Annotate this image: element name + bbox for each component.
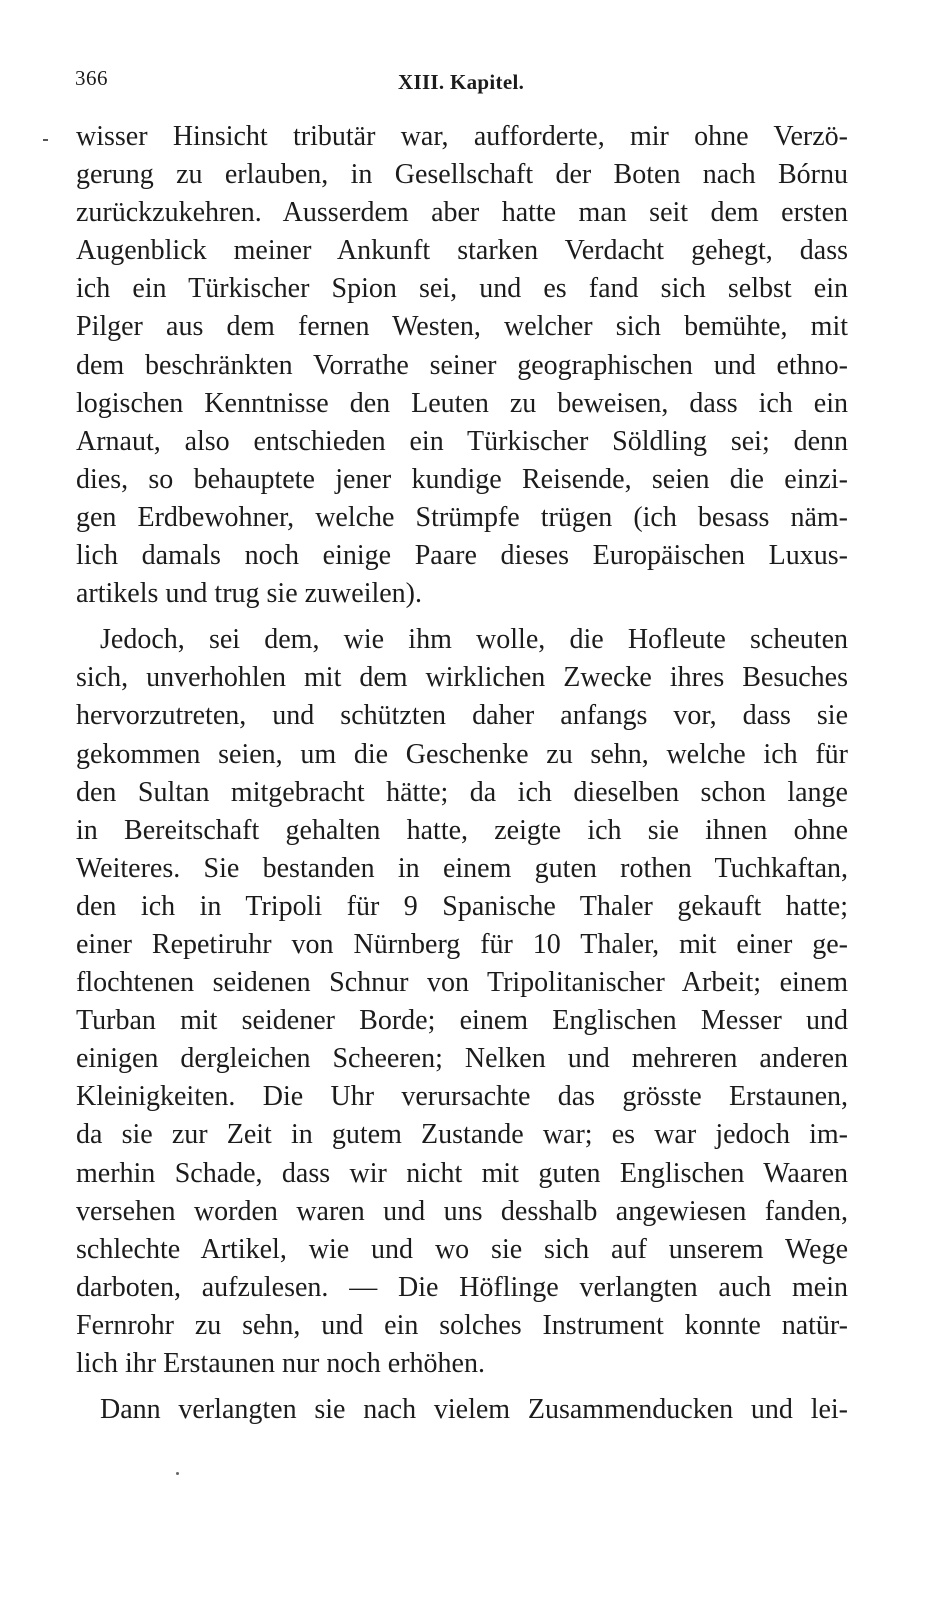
print-speck: [43, 139, 48, 141]
text-line: Pilger aus dem fernen Westen, welcher sich bemühte, mit: [76, 311, 848, 343]
text-line: darboten, aufzulesen. — Die Höflinge verlangten auch mein: [76, 1271, 848, 1303]
running-title: XIII. Kapitel.: [398, 70, 525, 94]
text-line: lich ihr Erstaunen nur noch erhöhen.: [76, 1348, 485, 1379]
text-line: gekommen seien, um die Geschenke zu sehn, welche ich für: [76, 738, 848, 770]
text-line: logischen Kenntnisse den Leuten zu beweisen, dass ich ein: [76, 387, 848, 419]
text-line: den ich in Tripoli für 9 Spanische Thaler gekauft hatte;: [76, 890, 848, 922]
paragraph: [76, 621, 848, 1383]
text-line: versehen worden waren und uns desshalb angewiesen fanden,: [76, 1195, 848, 1227]
text-line: flochtenen seidenen Schnur von Tripolitanischer Arbeit; einem: [76, 967, 848, 999]
page-number: 366: [75, 66, 108, 90]
paragraph: [76, 1391, 848, 1429]
text-line: den Sultan mitgebracht hätte; da ich dieselben schon lange: [76, 776, 848, 808]
text-line: gen Erdbewohner, welche Strümpfe trügen (ich besass näm-: [76, 501, 848, 533]
text-line: merhin Schade, dass wir nicht mit guten Englischen Waaren: [76, 1157, 848, 1189]
text-line: Turban mit seidener Borde; einem Englischen Messer und: [76, 1005, 848, 1037]
text-line: gerung zu erlauben, in Gesellschaft der Boten nach Bórnu: [76, 159, 848, 191]
text-line: sich, unverhohlen mit dem wirklichen Zwecke ihres Besuches: [76, 662, 848, 694]
text-line: wisser Hinsicht tributär war, aufforderte, mir ohne Verzö-: [76, 121, 848, 152]
text-line: Arnaut, also entschieden ein Türkischer Söldling sei; denn: [76, 425, 848, 457]
text-line: ich ein Türkischer Spion sei, und es fand sich selbst ein: [76, 273, 848, 305]
text-line: lich damals noch einige Paare dieses Europäischen Luxus-: [76, 540, 848, 572]
text-line: dem beschränkten Vorrathe seiner geographischen und ethno-: [76, 349, 848, 381]
body-text: [76, 118, 848, 1429]
text-line: da sie zur Zeit in gutem Zustande war; es war jedoch im-: [76, 1119, 848, 1151]
text-line: hervorzutreten, und schützten daher anfangs vor, dass sie: [76, 700, 848, 732]
text-line: schlechte Artikel, wie und wo sie sich auf unserem Wege: [76, 1233, 848, 1265]
text-line: Dann verlangten sie nach vielem Zusammenducken und lei-: [100, 1394, 848, 1426]
text-line: artikels und trug sie zuweilen).: [76, 578, 423, 610]
text-line: Weiteres. Sie bestanden in einem guten rothen Tuchkaftan,: [76, 852, 848, 884]
text-line: Augenblick meiner Ankunft starken Verdacht gehegt, dass: [76, 235, 848, 267]
text-line: einigen dergleichen Scheeren; Nelken und mehreren anderen: [76, 1043, 848, 1075]
text-line: zurückzukehren. Ausserdem aber hatte man seit dem ersten: [76, 197, 848, 229]
text-line: einer Repetiruhr von Nürnberg für 10 Thaler, mit einer ge-: [76, 928, 848, 960]
text-line: Kleinigkeiten. Die Uhr verursachte das grösste Erstaunen,: [76, 1081, 848, 1113]
text-line: dies, so behauptete jener kundige Reisende, seien die einzi-: [76, 463, 848, 495]
print-speck: [176, 1472, 179, 1475]
text-line: in Bereitschaft gehalten hatte, zeigte ich sie ihnen ohne: [76, 814, 848, 846]
text-line: Fernrohr zu sehn, und ein solches Instrument konnte natür-: [76, 1309, 848, 1341]
paragraph: [76, 118, 848, 613]
text-line: Jedoch, sei dem, wie ihm wolle, die Hofleute scheuten: [100, 624, 848, 656]
